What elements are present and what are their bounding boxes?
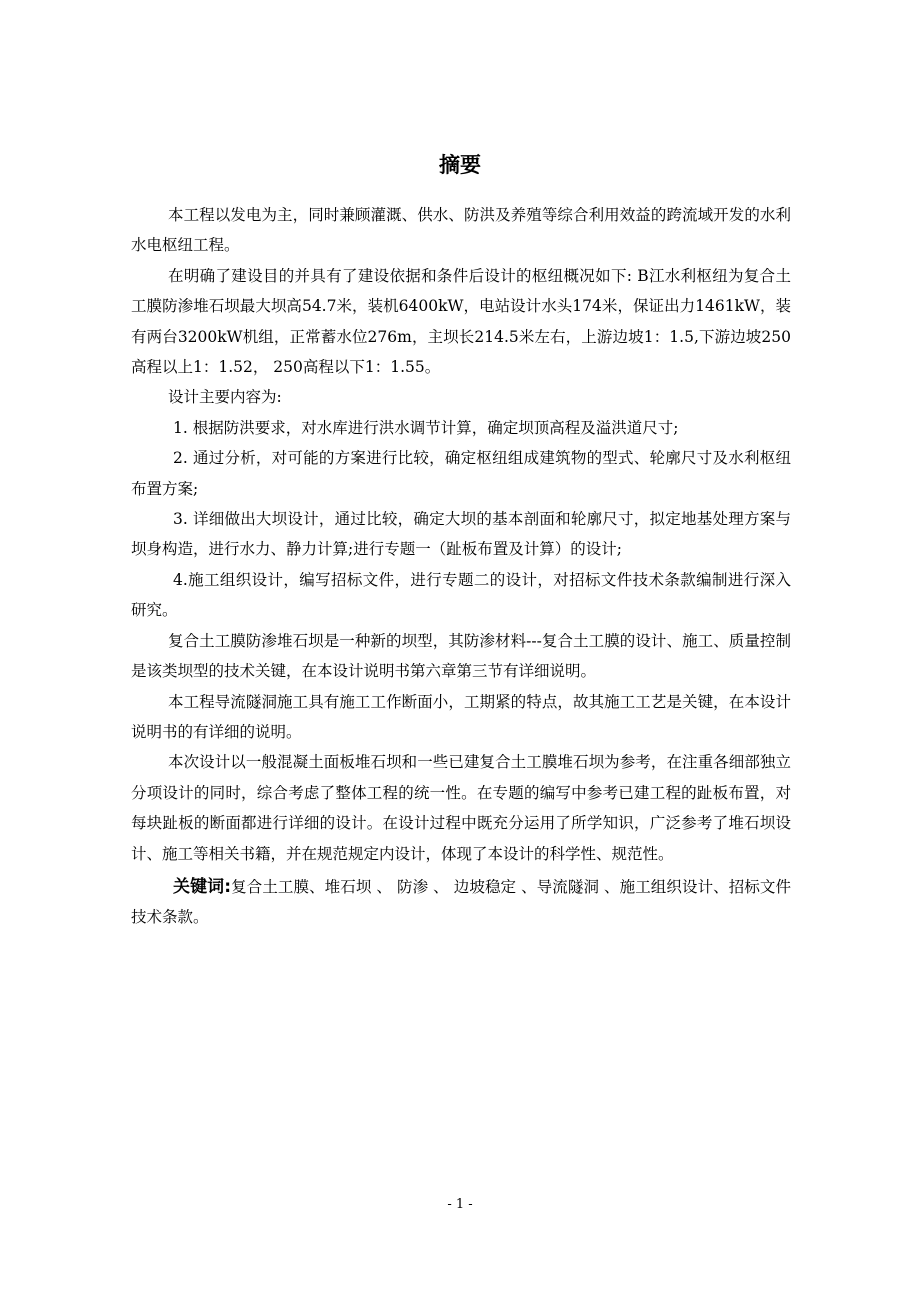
paragraph-project-summary: 在明确了建设目的并具有了建设依据和条件后设计的枢纽概况如下: B江水利枢纽为复合土工膜防渗堆石坝最大坝高54.7米，装机6400kW，电站设计水头174米，保证出力1461kW，装有两台3200kW机组，正常蓄水位276m，主坝长214.5米左右，上游边坡1：1.5,下游边坡250高程以上1：1.52， 250高程以下1：1.55。: [131, 266, 791, 377]
keywords-label: 关键词:: [173, 876, 232, 897]
paragraph-geomembrane-dam: 复合土工膜防渗堆石坝是一种新的坝型，其防渗材料---复合土工膜的设计、施工、质量控制是该类坝型的技术关键，在本设计说明书第六章第三节有详细说明。: [131, 631, 791, 681]
paragraph-design-approach: 本次设计以一般混凝土面板堆石坝和一些已建复合土工膜堆石坝为参考，在注重各细部独立分项设计的同时，综合考虑了整体工程的统一性。在专题的编写中参考已建工程的趾板布置，对每块趾板的断面都进行详细的设计。在设计过程中既充分运用了所学知识，广泛参考了堆石坝设计、施工等相关书籍，并在规范规定内设计，体现了本设计的科学性、规范性。: [131, 753, 791, 863]
keywords-paragraph: [131, 872, 791, 933]
page-number: - 1 -: [447, 1197, 473, 1212]
list-item-construction-organization: 4.施工组织设计，编写招标文件，进行专题二的设计，对招标文件技术条款编制进行深入研究。: [131, 570, 791, 620]
abstract-title: 摘要: [439, 153, 481, 177]
paragraph-diversion-tunnel: 本工程导流隧洞施工具有施工工作断面小，工期紧的特点，故其施工工艺是关键，在本设计说明书的有详细的说明。: [131, 692, 791, 741]
keywords-text: 复合土工膜、堆石坝 、 防渗 、 边坡稳定 、导流隧洞 、施工组织设计、招标文件技术条款。: [131, 877, 791, 927]
list-item-scheme-comparison: 2. 通过分析，对可能的方案进行比较，确定枢纽组成建筑物的型式、轮廓尺寸及水利枢纽布置方案;: [131, 449, 791, 498]
list-item-dam-design: 3. 详细做出大坝设计，通过比较，确定大坝的基本剖面和轮廓尺寸，拟定地基处理方案与坝身构造，进行水力、静力计算;进行专题一（趾板布置及计算）的设计;: [131, 510, 791, 559]
paragraph-overview: 本工程以发电为主，同时兼顾灌溉、供水、防洪及养殖等综合利用效益的跨流域开发的水利水电枢纽工程。: [131, 206, 791, 255]
list-item-flood-control: 1. 根据防洪要求，对水库进行洪水调节计算，确定坝顶高程及溢洪道尺寸;: [173, 418, 679, 437]
paragraph-design-contents-intro: 设计主要内容为:: [168, 388, 282, 407]
abstract-body: [131, 200, 791, 933]
